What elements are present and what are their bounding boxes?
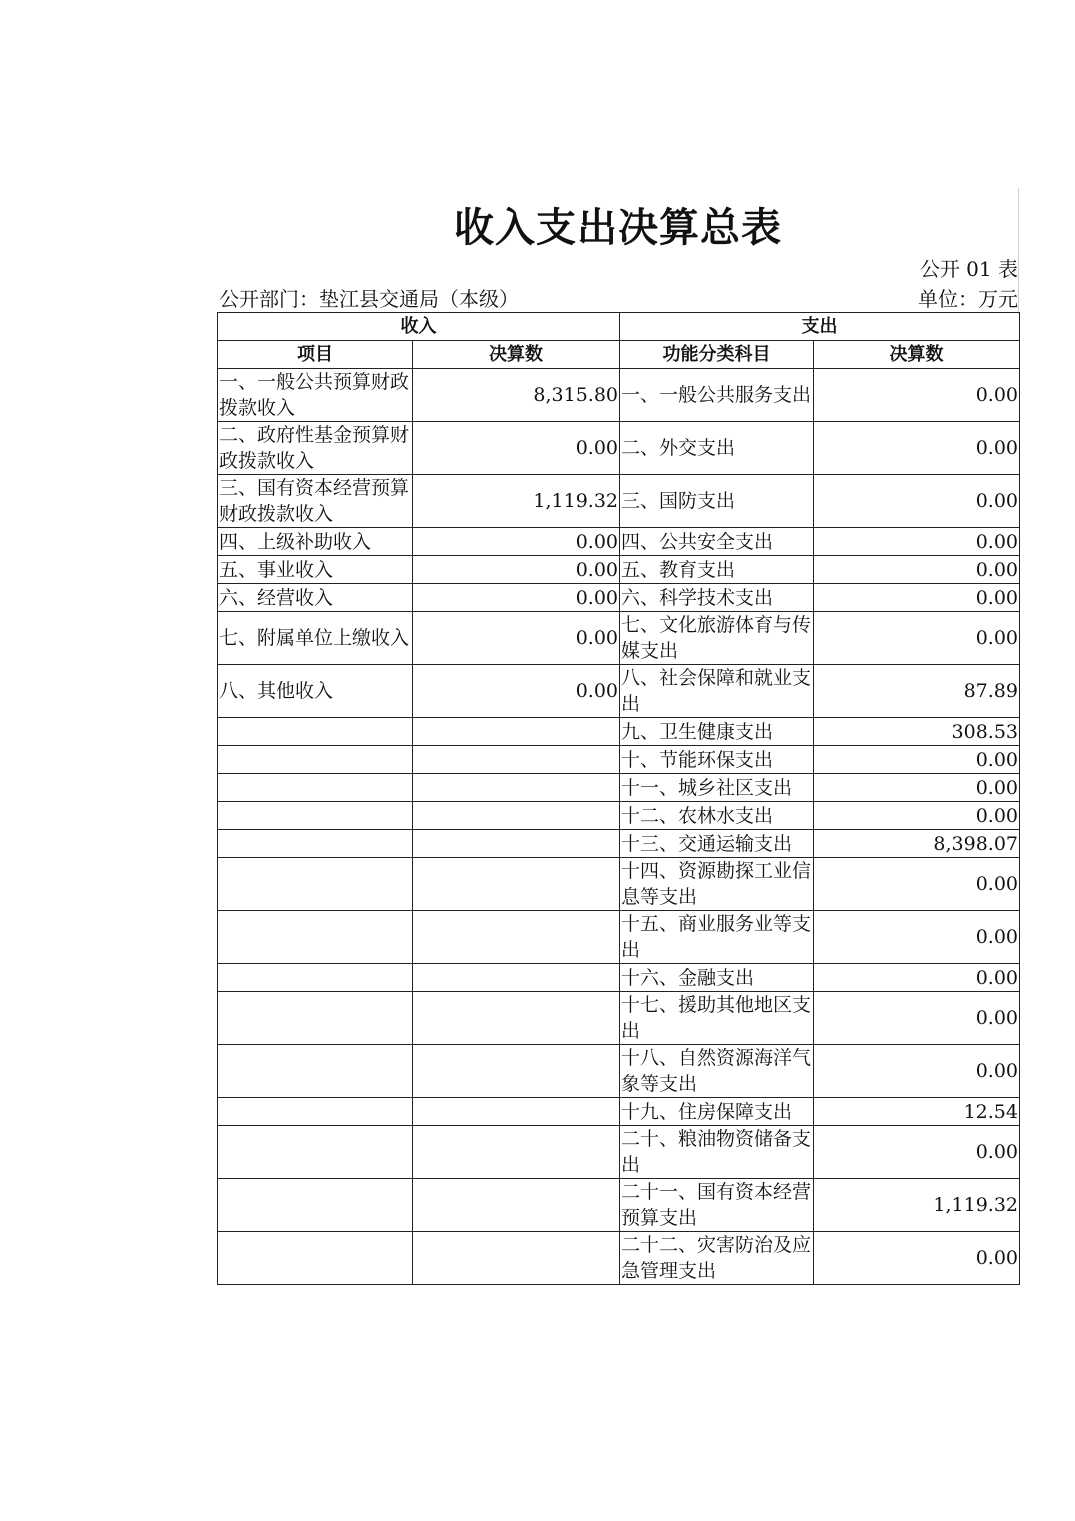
income-amount: 0.00: [413, 528, 620, 556]
expense-amount: 0.00: [814, 1126, 1020, 1179]
income-item: 二、政府性基金预算财政拨款收入: [218, 422, 413, 475]
expense-amount: 0.00: [814, 422, 1020, 475]
table-row: [218, 475, 1020, 528]
table-row: [218, 369, 1020, 422]
expense-item: 二十一、国有资本经营预算支出: [620, 1179, 814, 1232]
expense-group-header: 支出: [620, 313, 1020, 341]
income-amount: [413, 964, 620, 992]
expense-item: 三、国防支出: [620, 475, 814, 528]
expense-amount: 0.00: [814, 911, 1020, 964]
income-item: [218, 1232, 413, 1285]
income-amount: [413, 858, 620, 911]
expense-item: 十一、城乡社区支出: [620, 774, 814, 802]
expense-item: 十八、自然资源海洋气象等支出: [620, 1045, 814, 1098]
income-amount: [413, 992, 620, 1045]
expense-amount: 308.53: [814, 718, 1020, 746]
table-row: [218, 1045, 1020, 1098]
income-item: [218, 1126, 413, 1179]
col-header-item: 项目: [218, 341, 413, 369]
group-header-row: [218, 313, 1020, 341]
col-header-amount: 决算数: [413, 341, 620, 369]
expense-amount: 0.00: [814, 1232, 1020, 1285]
expense-item: 十六、金融支出: [620, 964, 814, 992]
expense-item: 二十二、灾害防治及应急管理支出: [620, 1232, 814, 1285]
expense-amount: 0.00: [814, 964, 1020, 992]
expense-amount: 0.00: [814, 369, 1020, 422]
table-row: [218, 422, 1020, 475]
table-row: [218, 1232, 1020, 1285]
income-amount: [413, 774, 620, 802]
expense-amount: 0.00: [814, 556, 1020, 584]
expense-item: 二十、粮油物资储备支出: [620, 1126, 814, 1179]
income-item: [218, 1098, 413, 1126]
income-amount: 1,119.32: [413, 475, 620, 528]
income-amount: 0.00: [413, 612, 620, 665]
income-item: [218, 992, 413, 1045]
table-row: [218, 858, 1020, 911]
income-item: [218, 964, 413, 992]
income-item: [218, 802, 413, 830]
expense-amount: 0.00: [814, 802, 1020, 830]
income-item: 四、上级补助收入: [218, 528, 413, 556]
expense-item: 十四、资源勘探工业信息等支出: [620, 858, 814, 911]
income-amount: [413, 1232, 620, 1285]
expense-item: 十三、交通运输支出: [620, 830, 814, 858]
col-header-function: 功能分类科目: [620, 341, 814, 369]
expense-item: 九、卫生健康支出: [620, 718, 814, 746]
table-row: [218, 774, 1020, 802]
income-item: 一、一般公共预算财政拨款收入: [218, 369, 413, 422]
table-row: [218, 802, 1020, 830]
table-row: [218, 911, 1020, 964]
column-header-row: [218, 341, 1020, 369]
income-expense-table: [217, 312, 1020, 1285]
income-item: 六、经营收入: [218, 584, 413, 612]
expense-item: 七、文化旅游体育与传媒支出: [620, 612, 814, 665]
expense-amount: 0.00: [814, 858, 1020, 911]
income-amount: [413, 911, 620, 964]
expense-amount: 1,119.32: [814, 1179, 1020, 1232]
expense-amount: 87.89: [814, 665, 1020, 718]
income-item: 五、事业收入: [218, 556, 413, 584]
expense-item: 十七、援助其他地区支出: [620, 992, 814, 1045]
table-row: [218, 746, 1020, 774]
expense-amount: 12.54: [814, 1098, 1020, 1126]
income-item: [218, 911, 413, 964]
expense-amount: 0.00: [814, 475, 1020, 528]
table-row: [218, 665, 1020, 718]
expense-item: 十二、农林水支出: [620, 802, 814, 830]
income-amount: [413, 718, 620, 746]
expense-item: 二、外交支出: [620, 422, 814, 475]
income-item: 七、附属单位上缴收入: [218, 612, 413, 665]
income-amount: 0.00: [413, 665, 620, 718]
table-row: [218, 584, 1020, 612]
expense-amount: 8,398.07: [814, 830, 1020, 858]
income-amount: [413, 1045, 620, 1098]
income-amount: [413, 802, 620, 830]
income-item: [218, 1179, 413, 1232]
income-item: [218, 830, 413, 858]
expense-amount: 0.00: [814, 1045, 1020, 1098]
expense-item: 八、社会保障和就业支出: [620, 665, 814, 718]
table-row: [218, 992, 1020, 1045]
department-label: 公开部门：垫江县交通局（本级）: [219, 287, 519, 311]
unit-label: 单位：万元: [918, 287, 1018, 311]
income-item: 三、国有资本经营预算财政拨款收入: [218, 475, 413, 528]
income-amount: [413, 1126, 620, 1179]
expense-amount: 0.00: [814, 746, 1020, 774]
form-number: 公开 01 表: [919, 257, 1018, 281]
income-amount: [413, 1098, 620, 1126]
income-item: 八、其他收入: [218, 665, 413, 718]
income-amount: 0.00: [413, 422, 620, 475]
income-amount: 0.00: [413, 556, 620, 584]
table-row: [218, 830, 1020, 858]
expense-amount: 0.00: [814, 992, 1020, 1045]
income-item: [218, 858, 413, 911]
expense-item: 十、节能环保支出: [620, 746, 814, 774]
income-amount: [413, 1179, 620, 1232]
table-row: [218, 964, 1020, 992]
expense-amount: 0.00: [814, 774, 1020, 802]
expense-item: 十九、住房保障支出: [620, 1098, 814, 1126]
income-item: [218, 774, 413, 802]
table-row: [218, 718, 1020, 746]
page-title: 收入支出决算总表: [454, 204, 782, 251]
table-row: [218, 612, 1020, 665]
income-group-header: 收入: [218, 313, 620, 341]
income-amount: 8,315.80: [413, 369, 620, 422]
table-row: [218, 1179, 1020, 1232]
table-row: [218, 1098, 1020, 1126]
income-amount: 0.00: [413, 584, 620, 612]
expense-amount: 0.00: [814, 612, 1020, 665]
income-item: [218, 746, 413, 774]
table-row: [218, 556, 1020, 584]
expense-amount: 0.00: [814, 584, 1020, 612]
expense-item: 六、科学技术支出: [620, 584, 814, 612]
col-header-amount2: 决算数: [814, 341, 1020, 369]
income-item: [218, 718, 413, 746]
income-item: [218, 1045, 413, 1098]
income-amount: [413, 830, 620, 858]
expense-item: 一、一般公共服务支出: [620, 369, 814, 422]
income-amount: [413, 746, 620, 774]
expense-item: 四、公共安全支出: [620, 528, 814, 556]
expense-item: 五、教育支出: [620, 556, 814, 584]
table-row: [218, 1126, 1020, 1179]
expense-amount: 0.00: [814, 528, 1020, 556]
table-row: [218, 528, 1020, 556]
expense-item: 十五、商业服务业等支出: [620, 911, 814, 964]
